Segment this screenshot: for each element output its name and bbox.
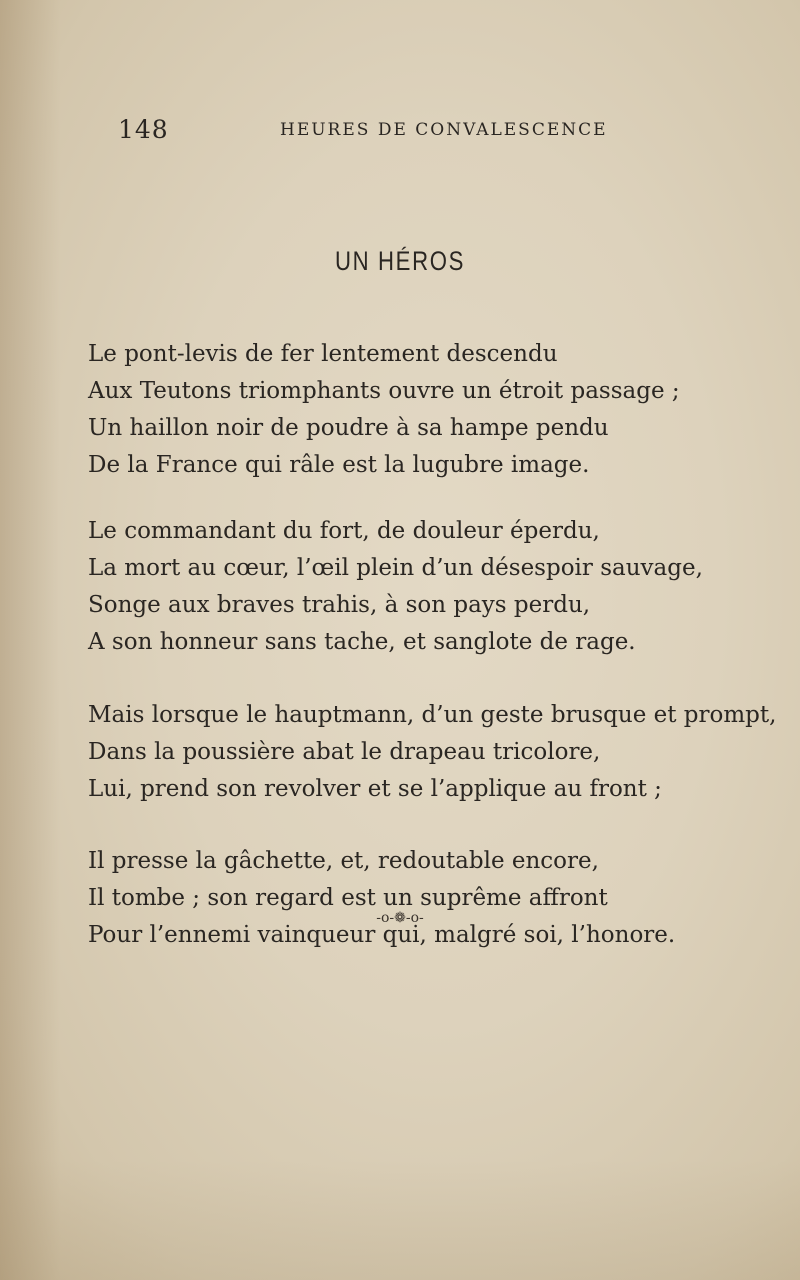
end-ornament-icon [0,910,800,926]
running-head [118,115,608,145]
verse-line: La mort au cœur, l’œil plein d’un désespoir sauvage, [88,555,703,581]
page-number: 148 [118,115,169,144]
verse-line: Il tombe ; son regard est un suprême affront [88,885,608,911]
verse-line: Il presse la gâchette, et, redoutable encore, [88,848,599,874]
verse-line: Pour l’ennemi vainqueur qui, malgré soi, l’honore. [88,922,676,948]
verse-line: Un haillon noir de poudre à sa hampe pendu [88,415,609,441]
verse-line: Le commandant du fort, de douleur éperdu, [88,518,600,544]
verse-line: Dans la poussière abat le drapeau tricolore, [88,739,601,765]
verse-line: Songe aux braves trahis, à son pays perdu, [88,592,591,618]
stanza-1 [88,336,778,484]
verse-line: Lui, prend son revolver et se l’applique au front ; [88,776,662,802]
stanza-2 [88,513,778,661]
verse-line: Mais lorsque le hauptmann, d’un geste brusque et prompt, [88,702,777,728]
verse-line: A son honneur sans tache, et sanglote de rage. [88,629,636,655]
stanza-4 [88,843,778,954]
ornament-glyph: -o-❁-o- [376,910,424,926]
running-title: HEURES DE CONVALESCENCE [280,120,608,140]
verse-line: Aux Teutons triomphants ouvre un étroit passage ; [88,378,680,404]
verse-line: Le pont-levis de fer lentement descendu [88,341,558,367]
stanza-3 [88,697,778,808]
verse-line: De la France qui râle est la lugubre image. [88,452,590,478]
poem-title: UN HÉROS [335,246,465,276]
